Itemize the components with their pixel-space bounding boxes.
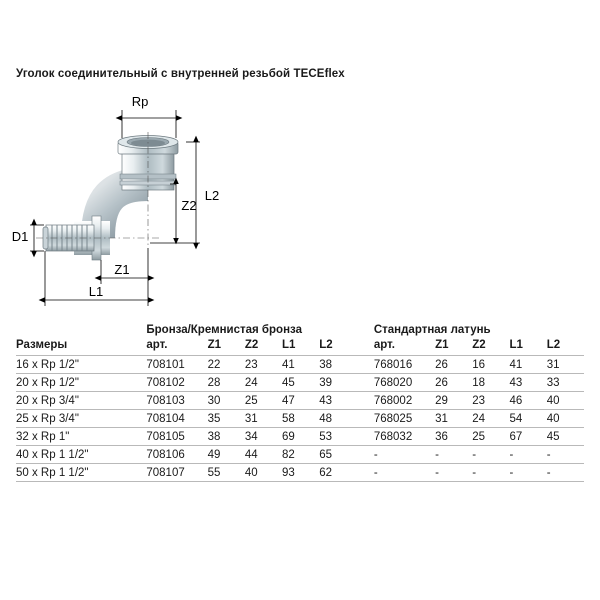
- cell-l2-brass: 33: [546, 376, 560, 389]
- cell-art-bronze: 708103: [146, 394, 185, 407]
- dim-label-l2: L2: [204, 188, 220, 203]
- group-label-bronze: Бронза/Кремнистая бронза: [146, 324, 302, 336]
- cell-l1-bronze: 45: [282, 376, 295, 389]
- cell-l1-bronze: 41: [282, 358, 295, 371]
- cell-z1-brass: 31: [435, 412, 448, 425]
- cell-size: 20 x Rp 1/2": [16, 376, 79, 389]
- dim-label-rp: Rp: [131, 94, 149, 109]
- cell-z2-bronze: 40: [244, 466, 258, 479]
- cell-l2-brass: 31: [546, 358, 560, 371]
- cell-l1-bronze: 58: [282, 412, 295, 425]
- cell-l2-brass: -: [546, 466, 551, 479]
- cell-l1-brass: -: [509, 466, 514, 479]
- cell-z2-bronze: 24: [244, 376, 258, 389]
- table-row: [16, 410, 584, 428]
- col-header-art-brass: арт.: [373, 339, 395, 351]
- cell-z2-brass: -: [472, 448, 477, 461]
- col-header-l1-brass: L1: [509, 339, 523, 351]
- col-header-l2-bronze: L2: [319, 339, 333, 351]
- cell-z2-bronze: 25: [244, 394, 258, 407]
- cell-l1-brass: 67: [509, 430, 523, 443]
- col-header-z1-bronze: Z1: [207, 339, 222, 351]
- cell-z1-brass: -: [435, 448, 439, 461]
- dim-label-l1: L1: [88, 284, 104, 299]
- table-row: [16, 374, 584, 392]
- cell-l1-bronze: 69: [282, 430, 295, 443]
- dim-label-d1: D1: [11, 229, 29, 244]
- cell-art-brass: 768020: [373, 376, 413, 389]
- cell-l2-brass: -: [546, 448, 551, 461]
- col-header-z1-brass: Z1: [435, 339, 449, 351]
- cell-z1-brass: 36: [435, 430, 448, 443]
- group-label-brass: Стандартная латунь: [373, 324, 491, 336]
- cell-l2-bronze: 53: [319, 430, 333, 443]
- col-header-z2-brass: Z2: [472, 339, 486, 351]
- cell-z2-bronze: 44: [244, 448, 258, 461]
- cell-z1-bronze: 30: [207, 394, 221, 407]
- table-column-header-row: [16, 339, 584, 356]
- fitting-body: [43, 136, 178, 261]
- cell-z2-brass: 23: [472, 394, 486, 407]
- cell-size: 20 x Rp 3/4": [16, 394, 79, 407]
- cell-l1-brass: -: [509, 448, 514, 461]
- cell-art-bronze: 708101: [146, 358, 185, 371]
- cell-z1-bronze: 49: [207, 448, 221, 461]
- cell-art-brass: 768016: [373, 358, 413, 371]
- cell-z1-brass: 26: [435, 358, 448, 371]
- cell-art-brass: 768025: [373, 412, 413, 425]
- cell-l2-brass: 40: [546, 412, 560, 425]
- cell-z1-brass: -: [435, 466, 439, 479]
- cell-z2-bronze: 31: [244, 412, 258, 425]
- cell-z1-brass: 29: [435, 394, 448, 407]
- cell-l2-bronze: 48: [319, 412, 333, 425]
- cell-z1-brass: 26: [435, 376, 448, 389]
- cell-size: 40 x Rp 1 1/2": [16, 448, 89, 461]
- cell-l1-brass: 46: [509, 394, 523, 407]
- cell-l2-bronze: 65: [319, 448, 333, 461]
- cell-z1-bronze: 28: [207, 376, 221, 389]
- cell-l2-bronze: 43: [319, 394, 333, 407]
- cell-l1-brass: 41: [509, 358, 523, 371]
- cell-art-brass: -: [373, 466, 378, 479]
- cell-art-bronze: 708107: [146, 466, 185, 479]
- cell-z1-bronze: 22: [207, 358, 221, 371]
- cell-art-bronze: 708104: [146, 412, 185, 425]
- cell-art-bronze: 708105: [146, 430, 185, 443]
- col-header-sizes: Размеры: [16, 339, 68, 351]
- table-row: [16, 446, 584, 464]
- dim-label-z1: Z1: [114, 262, 130, 277]
- cell-size: 16 x Rp 1/2": [16, 358, 79, 371]
- cell-l1-brass: 54: [509, 412, 523, 425]
- spec-table-wrap: [16, 322, 584, 482]
- cell-art-brass: -: [373, 448, 378, 461]
- col-header-art-bronze: арт.: [146, 339, 168, 351]
- cell-z1-bronze: 55: [207, 466, 221, 479]
- cell-art-brass: 768032: [373, 430, 413, 443]
- page-title: Уголок соединительный с внутренней резьбой TECEflex: [16, 68, 345, 80]
- table-group-header-row: [16, 322, 584, 339]
- col-header-l2-brass: L2: [546, 339, 561, 351]
- cell-l2-brass: 40: [546, 394, 560, 407]
- cell-z1-bronze: 35: [207, 412, 221, 425]
- cell-size: 32 x Rp 1": [16, 430, 70, 443]
- table-row: [16, 428, 584, 446]
- cell-z2-brass: 16: [472, 358, 486, 371]
- cell-size: 25 x Rp 3/4": [16, 412, 79, 425]
- table-row: [16, 356, 584, 374]
- cell-l1-bronze: 93: [282, 466, 295, 479]
- cell-z2-bronze: 34: [244, 430, 258, 443]
- cell-l2-bronze: 38: [319, 358, 333, 371]
- cell-z2-brass: 18: [472, 376, 486, 389]
- cell-l1-brass: 43: [509, 376, 523, 389]
- cell-z2-brass: -: [472, 466, 477, 479]
- spec-table: [16, 322, 584, 482]
- cell-size: 50 x Rp 1 1/2": [16, 466, 89, 479]
- cell-l2-brass: 45: [546, 430, 560, 443]
- cell-l1-bronze: 82: [282, 448, 295, 461]
- cell-l2-bronze: 62: [319, 466, 333, 479]
- cell-l2-bronze: 39: [319, 376, 333, 389]
- cell-art-bronze: 708102: [146, 376, 185, 389]
- product-drawing: [0, 88, 600, 318]
- table-row: [16, 392, 584, 410]
- table-row: [16, 464, 584, 482]
- cell-z2-bronze: 23: [244, 358, 258, 371]
- cell-l1-bronze: 47: [282, 394, 295, 407]
- dim-label-z2: Z2: [181, 198, 197, 213]
- cell-z2-brass: 24: [472, 412, 486, 425]
- cell-z2-brass: 25: [472, 430, 486, 443]
- cell-art-bronze: 708106: [146, 448, 185, 461]
- col-header-l1-bronze: L1: [282, 339, 296, 351]
- cell-art-brass: 768002: [373, 394, 413, 407]
- col-header-z2-bronze: Z2: [244, 339, 259, 351]
- cell-z1-bronze: 38: [207, 430, 221, 443]
